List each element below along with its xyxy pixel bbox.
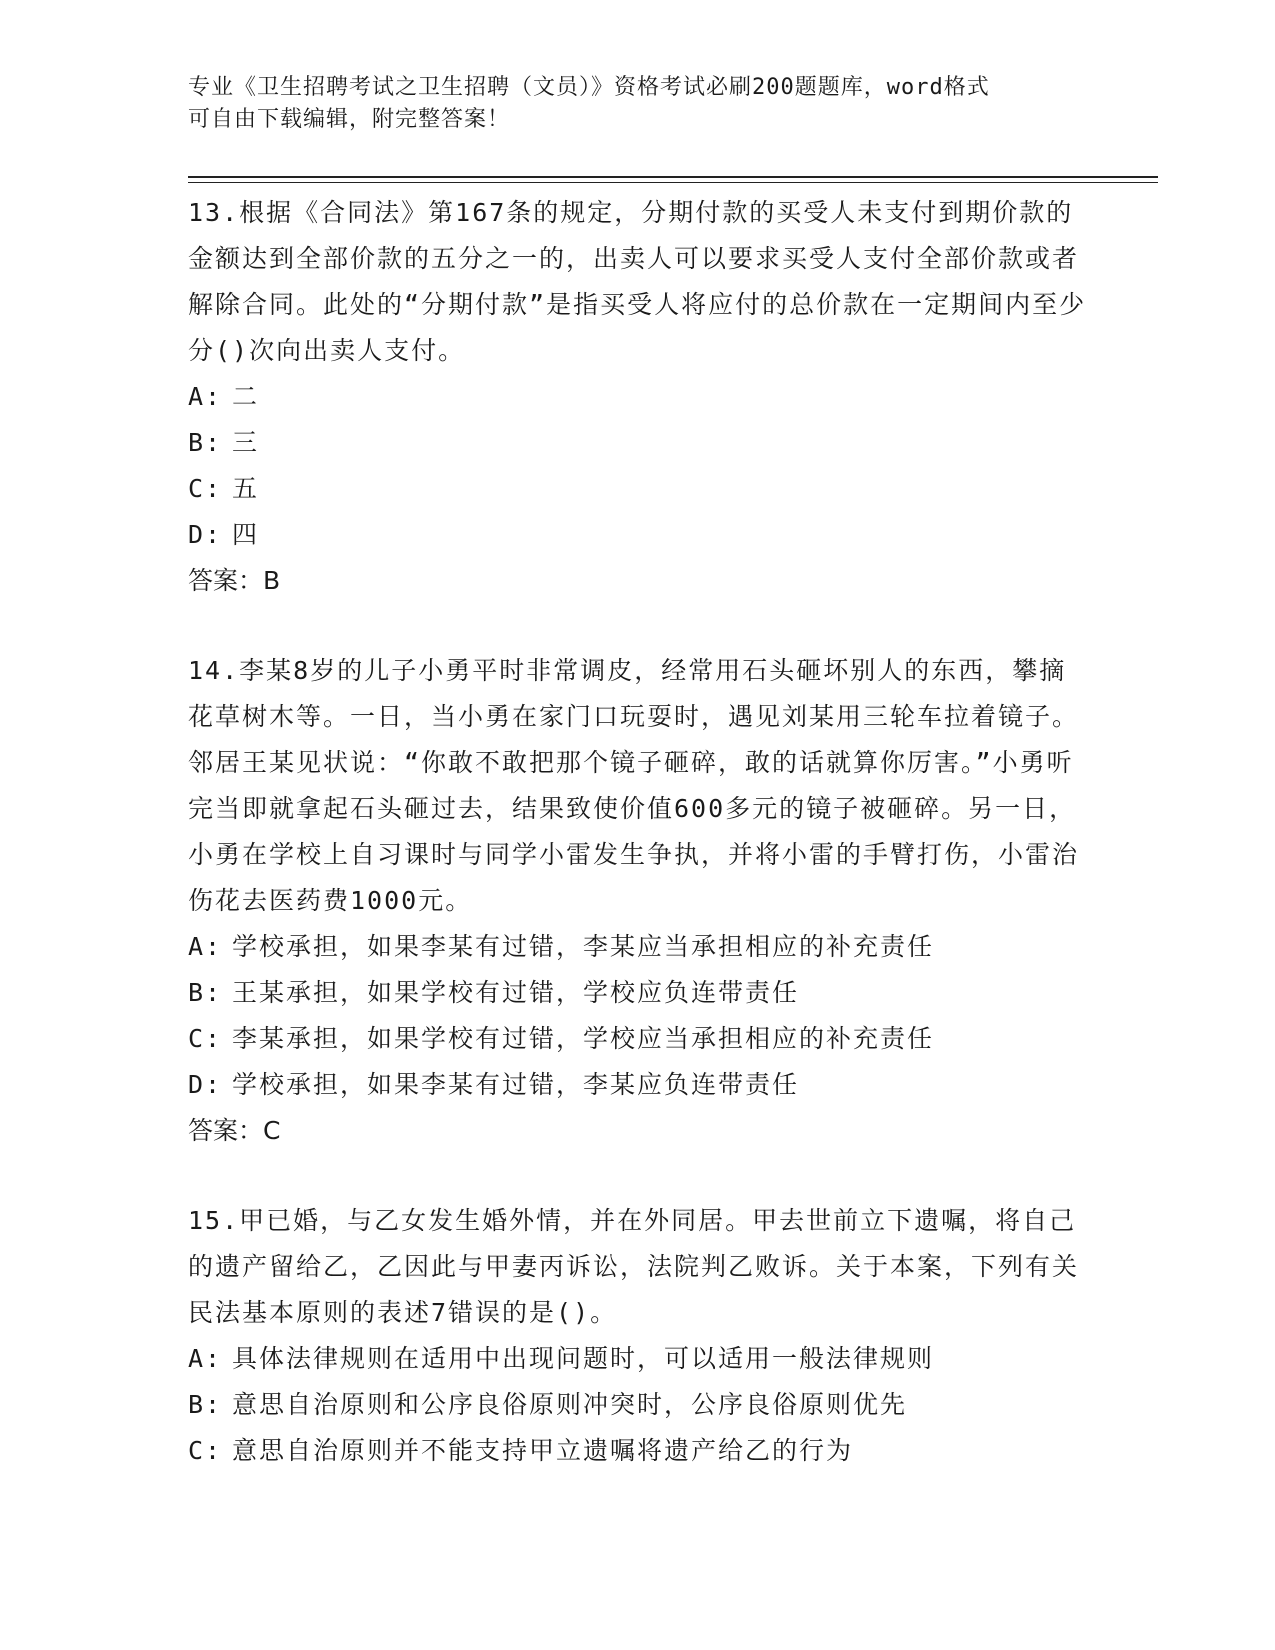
option-c: [188, 1428, 1088, 1474]
question-list: [188, 190, 1088, 1474]
option-a: [188, 1336, 1088, 1382]
option-text: 具体法律规则在适用中出现问题时，可以适用一般法律规则: [232, 1344, 935, 1373]
option-a: [188, 924, 1088, 970]
option-text: 四: [232, 520, 260, 549]
option-b: [188, 970, 1088, 1016]
question-item: [188, 648, 1088, 1154]
option-key: B:: [188, 428, 223, 457]
option-d: [188, 1062, 1088, 1108]
option-text: 三: [232, 428, 260, 457]
option-text: 二: [232, 382, 260, 411]
header-line-2: 可自由下载编辑，附完整答案！: [188, 107, 511, 132]
header-divider: [188, 176, 1158, 178]
option-key: C:: [188, 1436, 223, 1465]
option-text: 五: [232, 474, 260, 503]
option-key: A:: [188, 932, 223, 961]
option-key: B:: [188, 978, 223, 1007]
option-c: [188, 1016, 1088, 1062]
answer-text: 答案：B: [188, 566, 281, 595]
question-item: [188, 190, 1088, 604]
option-key: D:: [188, 520, 223, 549]
option-text: 学校承担，如果李某有过错，李某应当承担相应的补充责任: [232, 932, 935, 961]
option-key: C:: [188, 474, 223, 503]
header-divider-thin: [188, 182, 1158, 183]
option-text: 意思自治原则和公序良俗原则冲突时，公序良俗原则优先: [232, 1390, 908, 1419]
option-b: [188, 420, 1088, 466]
document-header: [188, 72, 1068, 136]
option-text: 王某承担，如果学校有过错，学校应负连带责任: [232, 978, 800, 1007]
option-a: [188, 374, 1088, 420]
header-line-1: 专业《卫生招聘考试之卫生招聘（文员）》资格考试必刷200题题库，word格式: [188, 75, 990, 100]
option-b: [188, 1382, 1088, 1428]
option-key: D:: [188, 1070, 223, 1099]
option-text: 李某承担，如果学校有过错，学校应当承担相应的补充责任: [232, 1024, 935, 1053]
option-c: [188, 466, 1088, 512]
option-key: A:: [188, 382, 223, 411]
question-text: 13.根据《合同法》第167条的规定，分期付款的买受人未支付到期价款的金额达到全部价款的五分之一的，出卖人可以要求买受人支付全部价款或者解除合同。此处的“分期付款”是指买受人将应付的总价款在一定期间内至少分()次向出卖人支付。: [188, 198, 1087, 365]
question-item: [188, 1198, 1088, 1474]
option-d: [188, 512, 1088, 558]
option-key: C:: [188, 1024, 223, 1053]
option-text: 意思自治原则并不能支持甲立遗嘱将遗产给乙的行为: [232, 1436, 854, 1465]
option-key: B:: [188, 1390, 223, 1419]
answer-text: 答案：C: [188, 1116, 281, 1145]
question-text: 14.李某8岁的儿子小勇平时非常调皮，经常用石头砸坏别人的东西，攀摘花草树木等。一日，当小勇在家门口玩耍时，遇见刘某用三轮车拉着镜子。邻居王某见状说：“你敢不敢把那个镜子砸碎，敢的话就算你厉害。”小勇听完当即就拿起石头砸过去，结果致使价值600多元的镜子被砸碎。另一日，小勇在学校上自习课时与同学小雷发生争执，并将小雷的手臂打伤，小雷治伤花去医药费1000元。: [188, 656, 1080, 915]
question-text: 15.甲已婚，与乙女发生婚外情，并在外同居。甲去世前立下遗嘱，将自己的遗产留给乙，乙因此与甲妻丙诉讼，法院判乙败诉。关于本案，下列有关民法基本原则的表述7错误的是()。: [188, 1206, 1080, 1327]
option-key: A:: [188, 1344, 223, 1373]
option-text: 学校承担，如果李某有过错，李某应负连带责任: [232, 1070, 800, 1099]
